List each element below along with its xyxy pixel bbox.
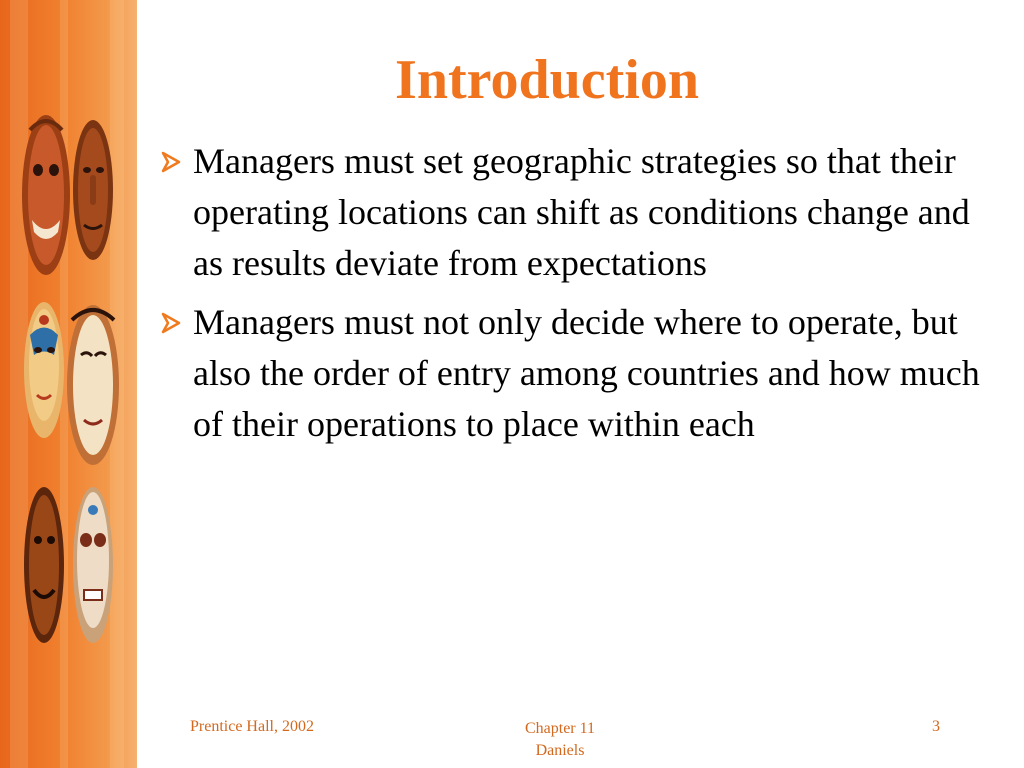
bullet-text: Managers must set geographic strategies so that their operating locations can shift as conditions change and as results deviate from expectations — [193, 141, 970, 283]
footer-chapter — [490, 718, 630, 762]
carved-mask-icon — [24, 487, 64, 643]
noh-mask-icon — [67, 305, 119, 465]
long-face-mask-icon — [73, 120, 113, 260]
painted-mask-icon — [24, 302, 64, 438]
footer-author-line: Daniels — [535, 742, 585, 759]
bullet-list — [160, 136, 990, 458]
skull-mask-icon — [73, 487, 113, 643]
demon-mask-icon — [22, 115, 70, 275]
page-number: 3 — [932, 718, 940, 735]
footer-publisher: Prentice Hall, 2002 — [190, 718, 314, 735]
slide-title: Introduction — [395, 49, 699, 111]
mask-decoration-band — [0, 0, 137, 768]
arrow-bullet-icon — [160, 297, 193, 348]
bullet-item — [160, 136, 990, 289]
bullet-item — [160, 297, 990, 450]
footer-chapter-line: Chapter 11 — [524, 720, 596, 737]
bullet-text: Managers must not only decide where to operate, but also the order of entry among countries and how much of their operations to place within each — [193, 302, 980, 444]
arrow-bullet-icon — [160, 136, 193, 187]
mask-collage-icon — [0, 0, 137, 768]
